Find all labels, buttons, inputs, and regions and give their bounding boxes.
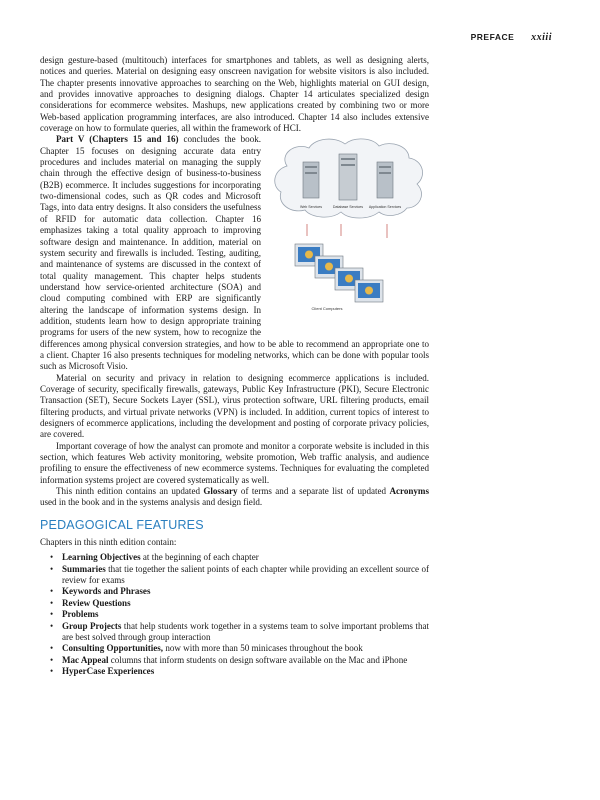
list-item bbox=[54, 621, 429, 644]
features-list bbox=[40, 552, 429, 677]
cloud-network-diagram bbox=[269, 136, 429, 324]
paragraph-2-text: concludes the book. Chapter 15 focuses on designing accurate data entry procedures and includes material on managing the supply chain through the effective design of business-to-business (B2B) ecommerce. It includes suggestions for incorporating two-dimensional codes, such as QR codes and Microsoft Tags, into data entry designs. It also considers the usefulness of RFID for automatic data collection. Chapter 16 emphasizes taking a total quality approach to improving software design and maintenance. In addition, material on system security and firewalls is included. Testing, auditing, and maintenance of systems are discussed in the context of total quality management. This chapter helps students understand how service-oriented architecture (SOA) and cloud computing combined with ERP are significantly altering the landscape of information systems design. In addition, students learn how to design appropriate training programs for users of the new system, how to recognize the differences among physical conversion strategies, and how to be able to recommend an appropriate one to a client. Chapter 16 also presents techniques for modeling networks, which can be done with popular tools such as Microsoft Visio. bbox=[40, 134, 429, 372]
feature-desc: now with more than 50 minicases throughout the book bbox=[163, 643, 363, 654]
glossary-term: Glossary bbox=[203, 486, 238, 497]
paragraph-3: Material on security and privacy in relation to designing ecommerce applications is included. Coverage of security, specifically firewalls, gateways, Public Key Infrastructure (PKI), Secure Electronic Transaction (SET), Secure Sockets Layer (SSL), virus protection software, URL filtering products, email filtering products, and virtual private networks (VPN) is included. In addition, current topics of interest to designers of ecommerce applications, including the development and posting of corporate privacy policies, are covered. bbox=[40, 372, 429, 440]
feature-name: Review Questions bbox=[62, 597, 131, 608]
label-client-computers: Client Computers bbox=[311, 306, 343, 312]
list-item bbox=[54, 598, 429, 609]
client-computers bbox=[295, 244, 383, 302]
paragraph-5-text-a: This ninth edition contains an updated bbox=[56, 486, 204, 497]
paragraph-4: Important coverage of how the analyst can promote and monitor a corporate website is included in this section, which features Web activity monitoring, website promotion, Web traffic analysis, and audience profiling to ensure the effectiveness of new ecommerce systems. Techniques for evaluating the completed information systems project are covered systematically as well. bbox=[40, 440, 429, 485]
list-item bbox=[54, 609, 429, 620]
server-application bbox=[377, 162, 393, 198]
list-item bbox=[54, 564, 429, 587]
paragraph-5 bbox=[40, 486, 429, 509]
list-item bbox=[54, 666, 429, 677]
feature-desc: that help students work together in a systems team to solve important problems that are best solved through group interaction bbox=[62, 620, 429, 642]
paragraph-5-text-e: used in the book and in the systems analysis and design field. bbox=[40, 497, 263, 508]
section-heading: PEDAGOGICAL FEATURES bbox=[40, 517, 204, 532]
part-v-heading: Part V (Chapters 15 and 16) bbox=[56, 134, 179, 145]
feature-name: Learning Objectives bbox=[62, 552, 141, 563]
label-web-services: Web Services bbox=[299, 205, 323, 210]
feature-desc: at the beginning of each chapter bbox=[140, 552, 259, 563]
network-figure bbox=[269, 136, 429, 324]
page-body bbox=[40, 55, 429, 677]
page-number: xxiii bbox=[531, 32, 552, 43]
list-item bbox=[54, 655, 429, 666]
client-monitor bbox=[355, 280, 383, 302]
paragraph-1: design gesture-based (multitouch) interfaces for smartphones and tablets, as well as designing alerts, notices and queries. Material on designing easy onscreen navigation for website visitors is also included. The chapter presents innovative approaches to searching on the Web, highlights material on GUI design, and provides innovative approaches to designing dialogs. Chapter 14 articulates specialized design considerations for ecommerce websites. Mashups, new applications created by combining two or more Web-based application programming interfaces, are also introduced. Chapter 14 also includes extensive coverage on how to formulate queries, all within the framework of HCI. bbox=[40, 55, 429, 134]
paragraph-5-text-c: of terms and a separate list of updated bbox=[237, 486, 390, 497]
running-header bbox=[471, 32, 552, 43]
header-section: PREFACE bbox=[470, 32, 515, 42]
list-item bbox=[54, 643, 429, 654]
feature-name: HyperCase Experiences bbox=[62, 665, 155, 676]
server-web bbox=[303, 162, 319, 198]
features-intro: Chapters in this ninth edition contain: bbox=[40, 537, 177, 548]
feature-name: Problems bbox=[62, 609, 99, 620]
feature-desc: that tie together the salient points of each chapter while providing an excellent source of review for exams bbox=[62, 563, 429, 586]
connection-arrows bbox=[307, 224, 387, 238]
list-item bbox=[54, 586, 429, 597]
feature-name: Group Projects bbox=[62, 620, 122, 631]
feature-desc: columns that inform students on design software available on the Mac and iPhone bbox=[108, 654, 408, 665]
label-application-services: Application Services bbox=[368, 205, 402, 210]
feature-name: Keywords and Phrases bbox=[62, 586, 151, 597]
list-item bbox=[54, 552, 429, 563]
feature-name: Consulting Opportunities, bbox=[62, 643, 164, 654]
feature-name: Summaries bbox=[62, 563, 106, 574]
acronyms-term: Acronyms bbox=[389, 486, 429, 497]
server-database bbox=[339, 154, 357, 200]
feature-name: Mac Appeal bbox=[62, 654, 109, 665]
label-database-services: Database Services bbox=[332, 205, 364, 210]
